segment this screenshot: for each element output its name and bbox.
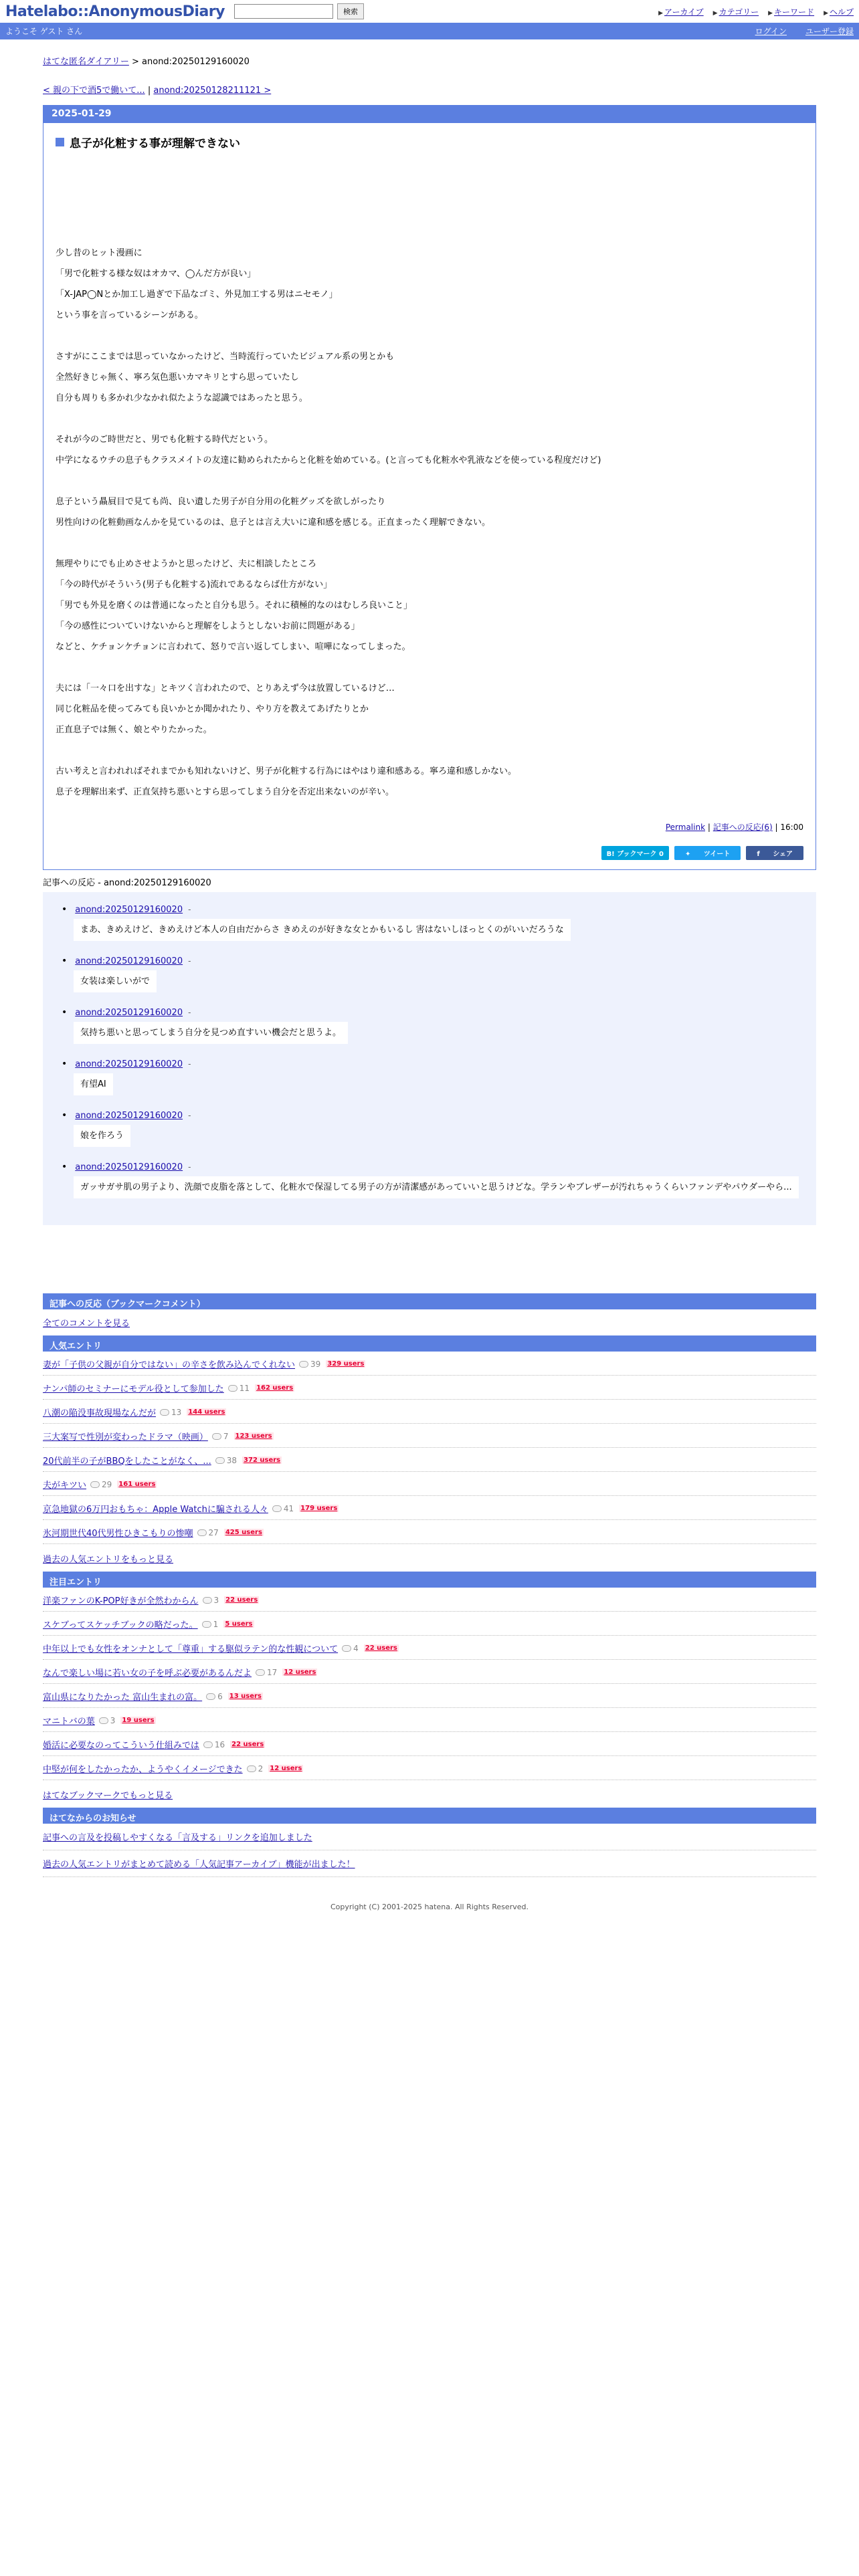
list-item <box>43 1448 816 1472</box>
bookmark-users-badge[interactable]: 123 users <box>235 1432 272 1440</box>
share-buttons <box>56 846 803 860</box>
list-item <box>43 1472 816 1496</box>
permalink[interactable]: Permalink <box>665 823 706 832</box>
entry-link[interactable]: 富山県になりたかった 富山生まれの富。 <box>43 1693 203 1703</box>
triangle-right-icon: ▶ <box>712 9 718 17</box>
bookmark-users-badge[interactable]: 179 users <box>300 1505 338 1512</box>
entry-paragraph: 自分も周りも多かれ少なかれ似たような認識ではあったと思う。 <box>56 393 308 403</box>
footer-sep-1: | <box>707 823 713 832</box>
entry-link[interactable]: 八潮の陥没事故現場なんだが <box>43 1408 157 1418</box>
top-bar <box>0 0 859 23</box>
bookmark-users-badge[interactable]: 161 users <box>118 1481 156 1488</box>
comment-count: 3 <box>203 1596 219 1605</box>
comment-icon <box>342 1645 351 1652</box>
bookmark-users-badge[interactable]: 19 users <box>122 1717 155 1724</box>
notice-link[interactable]: 過去の人気エントリがまとめて読める「人気記事アーカイブ」機能が出ました！ <box>43 1860 355 1870</box>
response-item <box>62 1162 805 1198</box>
footer-sep-2: | <box>775 823 781 832</box>
bookmark-users-badge[interactable]: 13 users <box>229 1693 262 1700</box>
response-link[interactable]: • anond:20250129160020 <box>75 956 183 966</box>
comment-icon <box>197 1529 207 1536</box>
entry-link[interactable]: 中堅が何をしたかったか、ようやくイメージできた <box>43 1765 243 1775</box>
list-item <box>43 1684 816 1708</box>
entry-paragraph: 「X-JAP◯Nとか加工し過ぎで下品なゴミ、外見加工する男はニセモノ」 <box>56 290 338 300</box>
popular-more-link[interactable]: 過去の人気エントリをもっと見る <box>43 1555 174 1565</box>
entry-time: 16:00 <box>780 823 803 832</box>
bookmark-users-badge[interactable]: 22 users <box>231 1741 264 1748</box>
entry-link[interactable]: 中年以上でも女性をオンナとして「尊重」する駆似ラテン的な性観について <box>43 1644 339 1654</box>
bookmark-users-badge[interactable]: 162 users <box>256 1384 294 1392</box>
nav-item-help[interactable]: ▶ ヘルプ <box>824 7 854 17</box>
comment-icon <box>215 1457 225 1464</box>
response-link[interactable]: • anond:20250129160020 <box>75 1110 183 1121</box>
entry-paragraph <box>56 471 803 492</box>
entry-paragraph: さすがにここまでは思っていなかったけど、当時流行っていたビジュアル系の男とかも <box>56 352 395 362</box>
comment-icon <box>206 1693 215 1700</box>
entry-link[interactable]: 妻が「子供の父親が自分ではない」の辛さを飲み込んでくれない <box>43 1360 296 1370</box>
response-text: 女装は楽しいがで <box>74 970 157 992</box>
comment-count: 17 <box>256 1668 277 1677</box>
entry-box <box>43 105 816 870</box>
entry-paragraph: 少し昔のヒット漫画に <box>56 248 142 258</box>
comment-count: 39 <box>299 1360 320 1369</box>
entry-link[interactable]: 婚活に必要なのってこういう仕組みでは <box>43 1741 199 1751</box>
bookmark-users-badge[interactable]: 22 users <box>365 1644 397 1652</box>
bookmark-users-badge[interactable]: 22 users <box>225 1596 258 1604</box>
entry-paragraph: それが今のご時世だと、男でも化粧する時代だという。 <box>56 435 274 445</box>
twitter-icon: ✦ <box>684 851 693 858</box>
comment-count: 16 <box>203 1740 225 1749</box>
nav-item-keyword[interactable]: ▶ キーワード <box>768 7 815 17</box>
comment-count: 27 <box>197 1528 219 1537</box>
popular-entries-list <box>43 1352 816 1544</box>
bookmark-users-badge[interactable]: 144 users <box>188 1408 225 1416</box>
copyright: Copyright (C) 2001-2025 hatena. All Rights Reserved. <box>330 1903 529 1911</box>
entry-footer <box>56 821 803 833</box>
notice-link[interactable]: 記事への言及を投稿しやすくなる「言及する」リンクを追加しました <box>43 1833 312 1843</box>
list-item <box>43 1376 816 1400</box>
notice-item <box>43 1824 816 1850</box>
list-item <box>43 1756 816 1780</box>
response-link[interactable]: • anond:20250129160020 <box>75 1162 183 1172</box>
comment-count: 7 <box>212 1432 229 1441</box>
entry-date: 2025-01-29 <box>43 106 816 123</box>
response-item <box>62 1059 805 1095</box>
responses-link[interactable]: 記事への反応(6) <box>712 823 773 832</box>
list-item <box>43 1636 816 1660</box>
entry-paragraph: 全然好きじゃ無く、寧ろ気色悪いカマキリとすら思っていたし <box>56 372 299 383</box>
register-link[interactable]: ユーザー登録 <box>805 27 854 36</box>
response-item <box>62 1110 805 1147</box>
breadcrumb <box>43 54 816 67</box>
response-text: ガッサガサ肌の男子より、洗顔で皮脂を落として、化粧水で保湿してる男子の方が清潔感があっていいと思うけどな。学ランやブレザーが汚れちゃうくらいファンデやパウダーやら... <box>74 1176 799 1198</box>
list-item <box>43 1660 816 1684</box>
list-item <box>43 1732 816 1756</box>
comment-icon <box>299 1361 308 1368</box>
welcome-text: ようこそ ゲスト さん <box>5 27 83 36</box>
entry-paragraph <box>56 326 803 346</box>
comment-icon <box>228 1385 237 1392</box>
list-item <box>43 1496 816 1520</box>
bookmark-users-badge[interactable]: 372 users <box>244 1457 281 1464</box>
comment-count: 38 <box>215 1456 237 1465</box>
comment-count: 1 <box>202 1620 219 1629</box>
entry-paragraph: 男性向けの化粧動画なんかを見ているのは、息子とは言え大いに違和感を感じる。正直まったく理解できない。 <box>56 518 491 528</box>
entry-paragraph: 「男でも外見を磨くのは普通になったと自分も思う。それに積極的なのはむしろ良いこと」 <box>56 601 413 611</box>
entry-title-text: 息子が化粧する事が理解できない <box>70 137 240 150</box>
bookmark-users-badge[interactable]: 425 users <box>225 1529 262 1536</box>
search-input[interactable] <box>234 4 333 19</box>
comment-icon <box>203 1597 212 1604</box>
attention-entries-header: 注目エントリ <box>43 1572 816 1588</box>
response-plus[interactable]: - <box>188 1059 191 1069</box>
entry-paragraph: などと、ケチョンケチョンに言われて、怒りで言い返してしまい、喧嘩になってしまった。 <box>56 642 411 652</box>
response-item <box>62 904 805 941</box>
comment-count: 3 <box>99 1716 116 1725</box>
entry-paragraph <box>56 533 803 554</box>
response-plus[interactable]: - <box>188 1111 191 1120</box>
comment-icon <box>90 1481 100 1488</box>
entry-link[interactable]: 三大案写で性別が変わったドラマ（映画） <box>43 1432 208 1442</box>
entry-paragraph: 正直息子では無く、娘とやりたかった。 <box>56 725 212 735</box>
entry-paragraph: 「男で化粧する様な奴はオカマ、◯んだ方が良い」 <box>56 269 256 279</box>
comment-icon <box>256 1669 265 1676</box>
comment-count: 6 <box>206 1692 223 1701</box>
response-link[interactable]: • anond:20250129160020 <box>75 1007 183 1018</box>
entry-link[interactable]: 氷河期世代40代男性ひきこもりの惨嘲 <box>43 1529 193 1539</box>
breadcrumb-separator: > <box>131 57 139 67</box>
comment-count: 11 <box>228 1384 250 1393</box>
entry-paragraph <box>56 657 803 678</box>
all-comments-link[interactable]: 全てのコメントを見る <box>43 1319 130 1329</box>
comment-icon <box>202 1621 211 1628</box>
facebook-icon: f <box>757 851 763 858</box>
top-nav <box>658 6 854 17</box>
entry-paragraph: 「今の時代がそういう(男子も化粧する)流れであるならば仕方がない」 <box>56 580 332 590</box>
popular-entries-header: 人気エントリ <box>43 1335 816 1352</box>
square-bullet-icon <box>56 138 64 146</box>
notice-header: はてなからのお知らせ <box>43 1808 816 1824</box>
response-head <box>62 904 805 915</box>
entry-title <box>56 134 803 150</box>
entry-link[interactable]: スケブってスケッチブックの略だった。 <box>43 1620 198 1630</box>
tweet-button[interactable]: ✦ ツイート <box>674 846 741 860</box>
entry-link[interactable]: 京急地獄の6万円おもちゃ：Apple Watchに騙される人々 <box>43 1505 268 1515</box>
entry-paragraph: 夫には「一々口を出すな」とキツく言われたので、とりあえず今は放置しているけど… <box>56 683 395 693</box>
response-item <box>62 956 805 992</box>
breadcrumb-current: anond:20250129160020 <box>142 57 250 67</box>
response-item <box>62 1007 805 1044</box>
notice-list <box>43 1824 816 1877</box>
comment-icon <box>203 1741 213 1748</box>
response-head <box>62 1059 805 1069</box>
comment-icon <box>160 1409 169 1416</box>
response-link[interactable]: • anond:20250129160020 <box>75 904 183 915</box>
response-plus[interactable]: - <box>188 956 191 966</box>
next-entry-link[interactable]: anond:20250128211121 > <box>153 86 272 96</box>
response-head <box>62 1162 805 1172</box>
list-item <box>43 1520 816 1544</box>
response-text: 気持ち悪いと思ってしまう自分を見つめ直すいい機会だと思うよ。 <box>74 1022 348 1044</box>
response-plus[interactable]: - <box>188 905 191 914</box>
entry-paragraph: 息子を理解出来ず、正直気持ち悪いとすら思ってしまう自分を否定出来ないのが辛い。 <box>56 787 394 797</box>
response-plus[interactable]: - <box>188 1162 191 1172</box>
response-head <box>62 1110 805 1121</box>
breadcrumb-home[interactable]: はてな匿名ダイアリー <box>43 57 129 67</box>
entry-link[interactable]: ナンパ師のセミナーにモデル役として参加した <box>43 1384 224 1394</box>
hatena-bookmark-button[interactable]: B! ブックマーク 0 <box>601 846 669 860</box>
pager-separator: | <box>147 86 151 96</box>
comment-icon <box>272 1505 282 1512</box>
welcome-bar <box>0 23 859 39</box>
attention-more-link[interactable]: はてなブックマークでもっと見る <box>43 1791 173 1801</box>
bookmark-users-badge[interactable]: 5 users <box>225 1620 253 1628</box>
entry-paragraph: 無理やりにでも止めさせようかと思ったけど、夫に相談したところ <box>56 559 317 569</box>
prev-entry-link[interactable]: < 親の下で酒5で働いて... <box>43 86 145 96</box>
responses-title: 記事への反応 - anond:20250129160020 <box>43 878 211 888</box>
comment-icon <box>247 1765 256 1772</box>
response-plus[interactable]: - <box>188 1008 191 1017</box>
list-item <box>43 1424 816 1448</box>
search-button[interactable]: 検索 <box>337 3 364 19</box>
comment-count: 29 <box>90 1480 112 1489</box>
nav-item-category[interactable]: ▶ カテゴリー <box>712 7 759 17</box>
pager <box>43 83 816 96</box>
entry-link[interactable]: マニトバの葉 <box>43 1717 95 1727</box>
notice-item <box>43 1850 816 1877</box>
entry-link[interactable]: 夫がキツい <box>43 1481 87 1491</box>
list-item <box>43 1588 816 1612</box>
triangle-right-icon: ▶ <box>768 9 773 17</box>
response-head <box>62 956 805 966</box>
comment-count: 41 <box>272 1504 294 1513</box>
responses-list <box>43 892 816 1225</box>
entry-link[interactable]: なんで楽しい場に若い女の子を呼ぶ必要があるんだよ <box>43 1669 252 1679</box>
entry-paragraph: 古い考えと言われればそれまでかも知れないけど、男子が化粧する行為にはやはり違和感ある。寧ろ違和感しかない。 <box>56 766 517 776</box>
login-link[interactable]: ログイン <box>755 27 787 36</box>
entry-paragraph: 「今の感性についていけないからと理解をしようとしないお前に問題がある」 <box>56 621 360 631</box>
main-container <box>43 54 816 1911</box>
entry-paragraph: という事を言っているシーンがある。 <box>56 310 203 320</box>
comment-count: 4 <box>342 1644 359 1653</box>
response-head <box>62 1007 805 1018</box>
entry-paragraph: 同じ化粧品を使ってみても良いかとか聞かれたり、やり方を教えてあげたりとか <box>56 704 369 714</box>
comment-count: 2 <box>247 1764 264 1774</box>
entry-link[interactable]: 20代前半の子がBBQをしたことがなく、... <box>43 1457 211 1467</box>
comment-count: 13 <box>160 1408 181 1417</box>
triangle-right-icon: ▶ <box>658 9 663 17</box>
bookmark-users-badge[interactable]: 329 users <box>327 1360 365 1368</box>
list-item <box>43 1400 816 1424</box>
list-item <box>43 1708 816 1732</box>
site-logo[interactable]: Hatelabo::AnonymousDiary <box>5 3 225 20</box>
comment-icon <box>99 1717 108 1724</box>
list-item <box>43 1352 816 1376</box>
bookmark-users-badge[interactable]: 12 users <box>284 1669 316 1676</box>
bookmark-users-badge[interactable]: 12 users <box>270 1765 302 1772</box>
list-item <box>43 1612 816 1636</box>
nav-item-archive[interactable]: ▶ アーカイブ <box>658 7 704 17</box>
entry-paragraph: 中学になるウチの息子もクラスメイトの友達に勧められたからと化粧を始めている。(と言っても化粧水や乳液などを使っている程度だけど) <box>56 455 601 465</box>
comment-icon <box>212 1433 221 1440</box>
response-text: 有望AI <box>74 1073 113 1095</box>
bookmark-comments-header: 記事への反応（ブックマークコメント） <box>43 1293 816 1309</box>
response-text: まあ、きめえけど、きめえけど本人の自由だからさ きめえのが好きな女とかもいるし 害はないしほっとくのがいいだろうな <box>74 919 571 941</box>
entry-paragraph: 息子という贔屓目で見ても尚、良い遺した男子が自分用の化粧グッズを欲しがったり <box>56 497 386 507</box>
response-text: 娘を作ろう <box>74 1125 130 1147</box>
entry-paragraph <box>56 409 803 429</box>
entry-paragraph <box>56 740 803 761</box>
entry-body <box>56 243 803 802</box>
attention-entries-list <box>43 1588 816 1780</box>
triangle-right-icon: ▶ <box>824 9 828 17</box>
facebook-share-button[interactable]: f シェア <box>746 846 803 860</box>
entry-link[interactable]: 洋楽ファンのK-POP好きが全然わからん <box>43 1596 199 1606</box>
response-link[interactable]: • anond:20250129160020 <box>75 1059 183 1069</box>
